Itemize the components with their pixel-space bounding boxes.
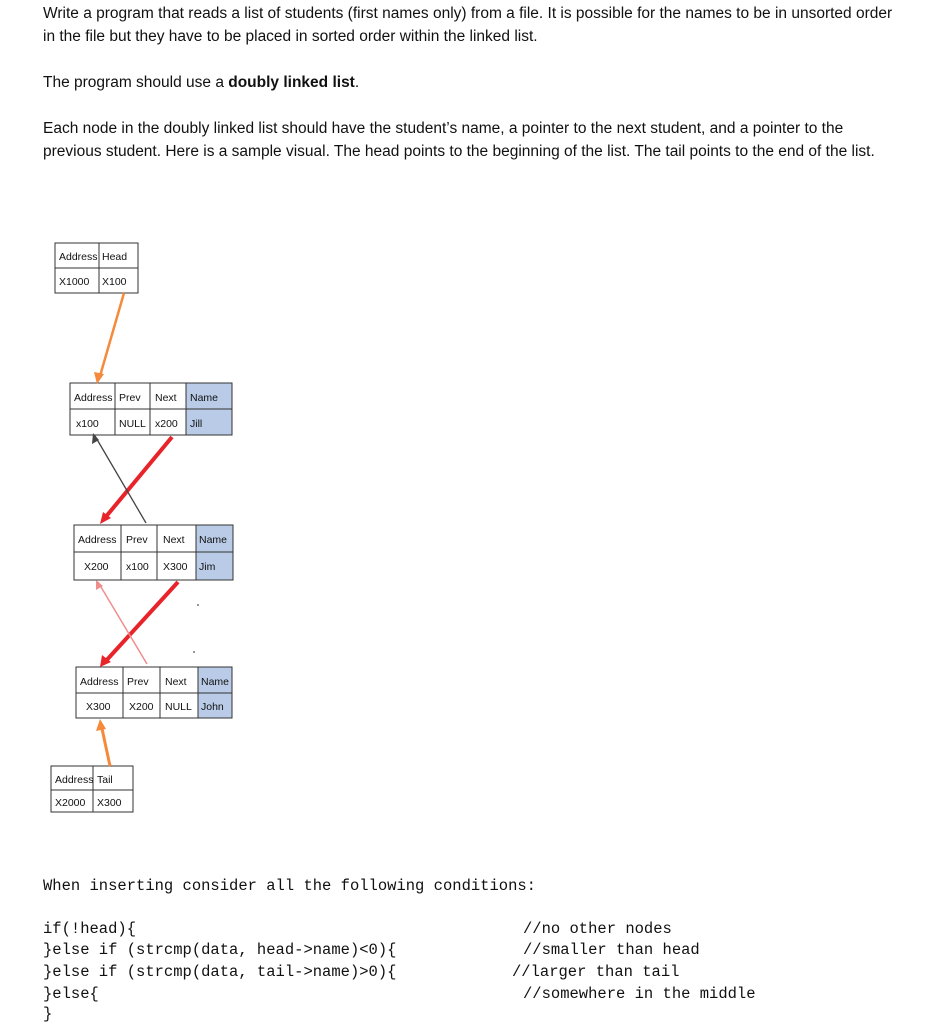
head-v2: X100	[102, 276, 127, 288]
node2-h2: Prev	[126, 534, 148, 546]
node-1	[70, 383, 232, 435]
node2-v1: X200	[84, 561, 109, 573]
head-v1: X1000	[59, 276, 90, 288]
node1-h4: Name	[190, 392, 219, 404]
tail-pointer-arrow	[101, 724, 110, 766]
tail-h2: Tail	[97, 774, 113, 786]
intro-paragraph: Write a program that reads a list of students (first names only) from a file. It is possible for the names to be in unsorted order in the file but they have to be placed in sorted order within the linked list.	[43, 5, 893, 45]
node1-next-arrow	[104, 437, 172, 519]
node3-h4: Name	[201, 676, 230, 688]
comment-line-1: //no other nodes	[523, 920, 672, 938]
node3-v3: NULL	[165, 701, 192, 713]
node2-h3: Next	[163, 534, 185, 546]
node2-v3: X300	[163, 561, 188, 573]
p2-bold: doubly linked list	[228, 74, 355, 91]
p2-prefix: The program should use a	[43, 74, 229, 91]
code-line-5: }	[43, 1005, 53, 1023]
node3-h1: Address	[80, 676, 119, 688]
node1-v1: x100	[76, 418, 99, 430]
node1-v3: x200	[155, 418, 178, 430]
tail-h1: Address	[55, 774, 94, 786]
node3-h3: Next	[165, 676, 187, 688]
node1-h3: Next	[155, 392, 177, 404]
code-line-1: if(!head){	[43, 920, 137, 938]
node3-v1: X300	[86, 701, 111, 713]
head-h2: Head	[102, 251, 128, 263]
code-line-2: }else if (strcmp(data, head->name)<0){	[43, 941, 397, 959]
tail-v2: X300	[97, 797, 122, 809]
node3-v4: John	[201, 701, 224, 713]
node1-h2: Prev	[119, 392, 141, 404]
node-description-paragraph: Each node in the doubly linked list should have the student’s name, a pointer to the next student, and a pointer to the previous student. Here is a sample visual. The head points to the beginning of the list. The tail points to the end of the list.	[43, 120, 875, 160]
node-2	[74, 525, 233, 580]
comment-line-3: //larger than tail	[512, 963, 680, 981]
head-arrowhead	[94, 372, 104, 384]
node2-v4: Jim	[199, 561, 216, 573]
node3-v2: X200	[129, 701, 154, 713]
node2-h4: Name	[199, 534, 228, 546]
tail-v1: X2000	[55, 797, 86, 809]
pointer-arrows	[92, 293, 199, 766]
p2-suffix: .	[354, 74, 360, 91]
head-pointer-arrow	[100, 293, 124, 376]
comment-line-2: //smaller than head	[523, 941, 700, 959]
node2-v2: x100	[126, 561, 149, 573]
head-h1: Address	[59, 251, 98, 263]
conditions-heading: When inserting consider all the following conditions:	[43, 877, 536, 895]
node2-next-arrow	[104, 582, 178, 663]
node1-v4: Jill	[190, 418, 203, 430]
code-line-3: }else if (strcmp(data, tail->name)>0){	[43, 963, 397, 981]
node3-h2: Prev	[127, 676, 149, 688]
comment-line-4: //somewhere in the middle	[523, 985, 756, 1003]
tail-box	[51, 766, 133, 812]
head-box	[55, 243, 138, 293]
node1-h1: Address	[74, 392, 113, 404]
node1-v2: NULL	[119, 418, 146, 430]
code-line-4: }else{	[43, 985, 99, 1003]
node-3	[76, 667, 232, 718]
node2-h1: Address	[78, 534, 117, 546]
